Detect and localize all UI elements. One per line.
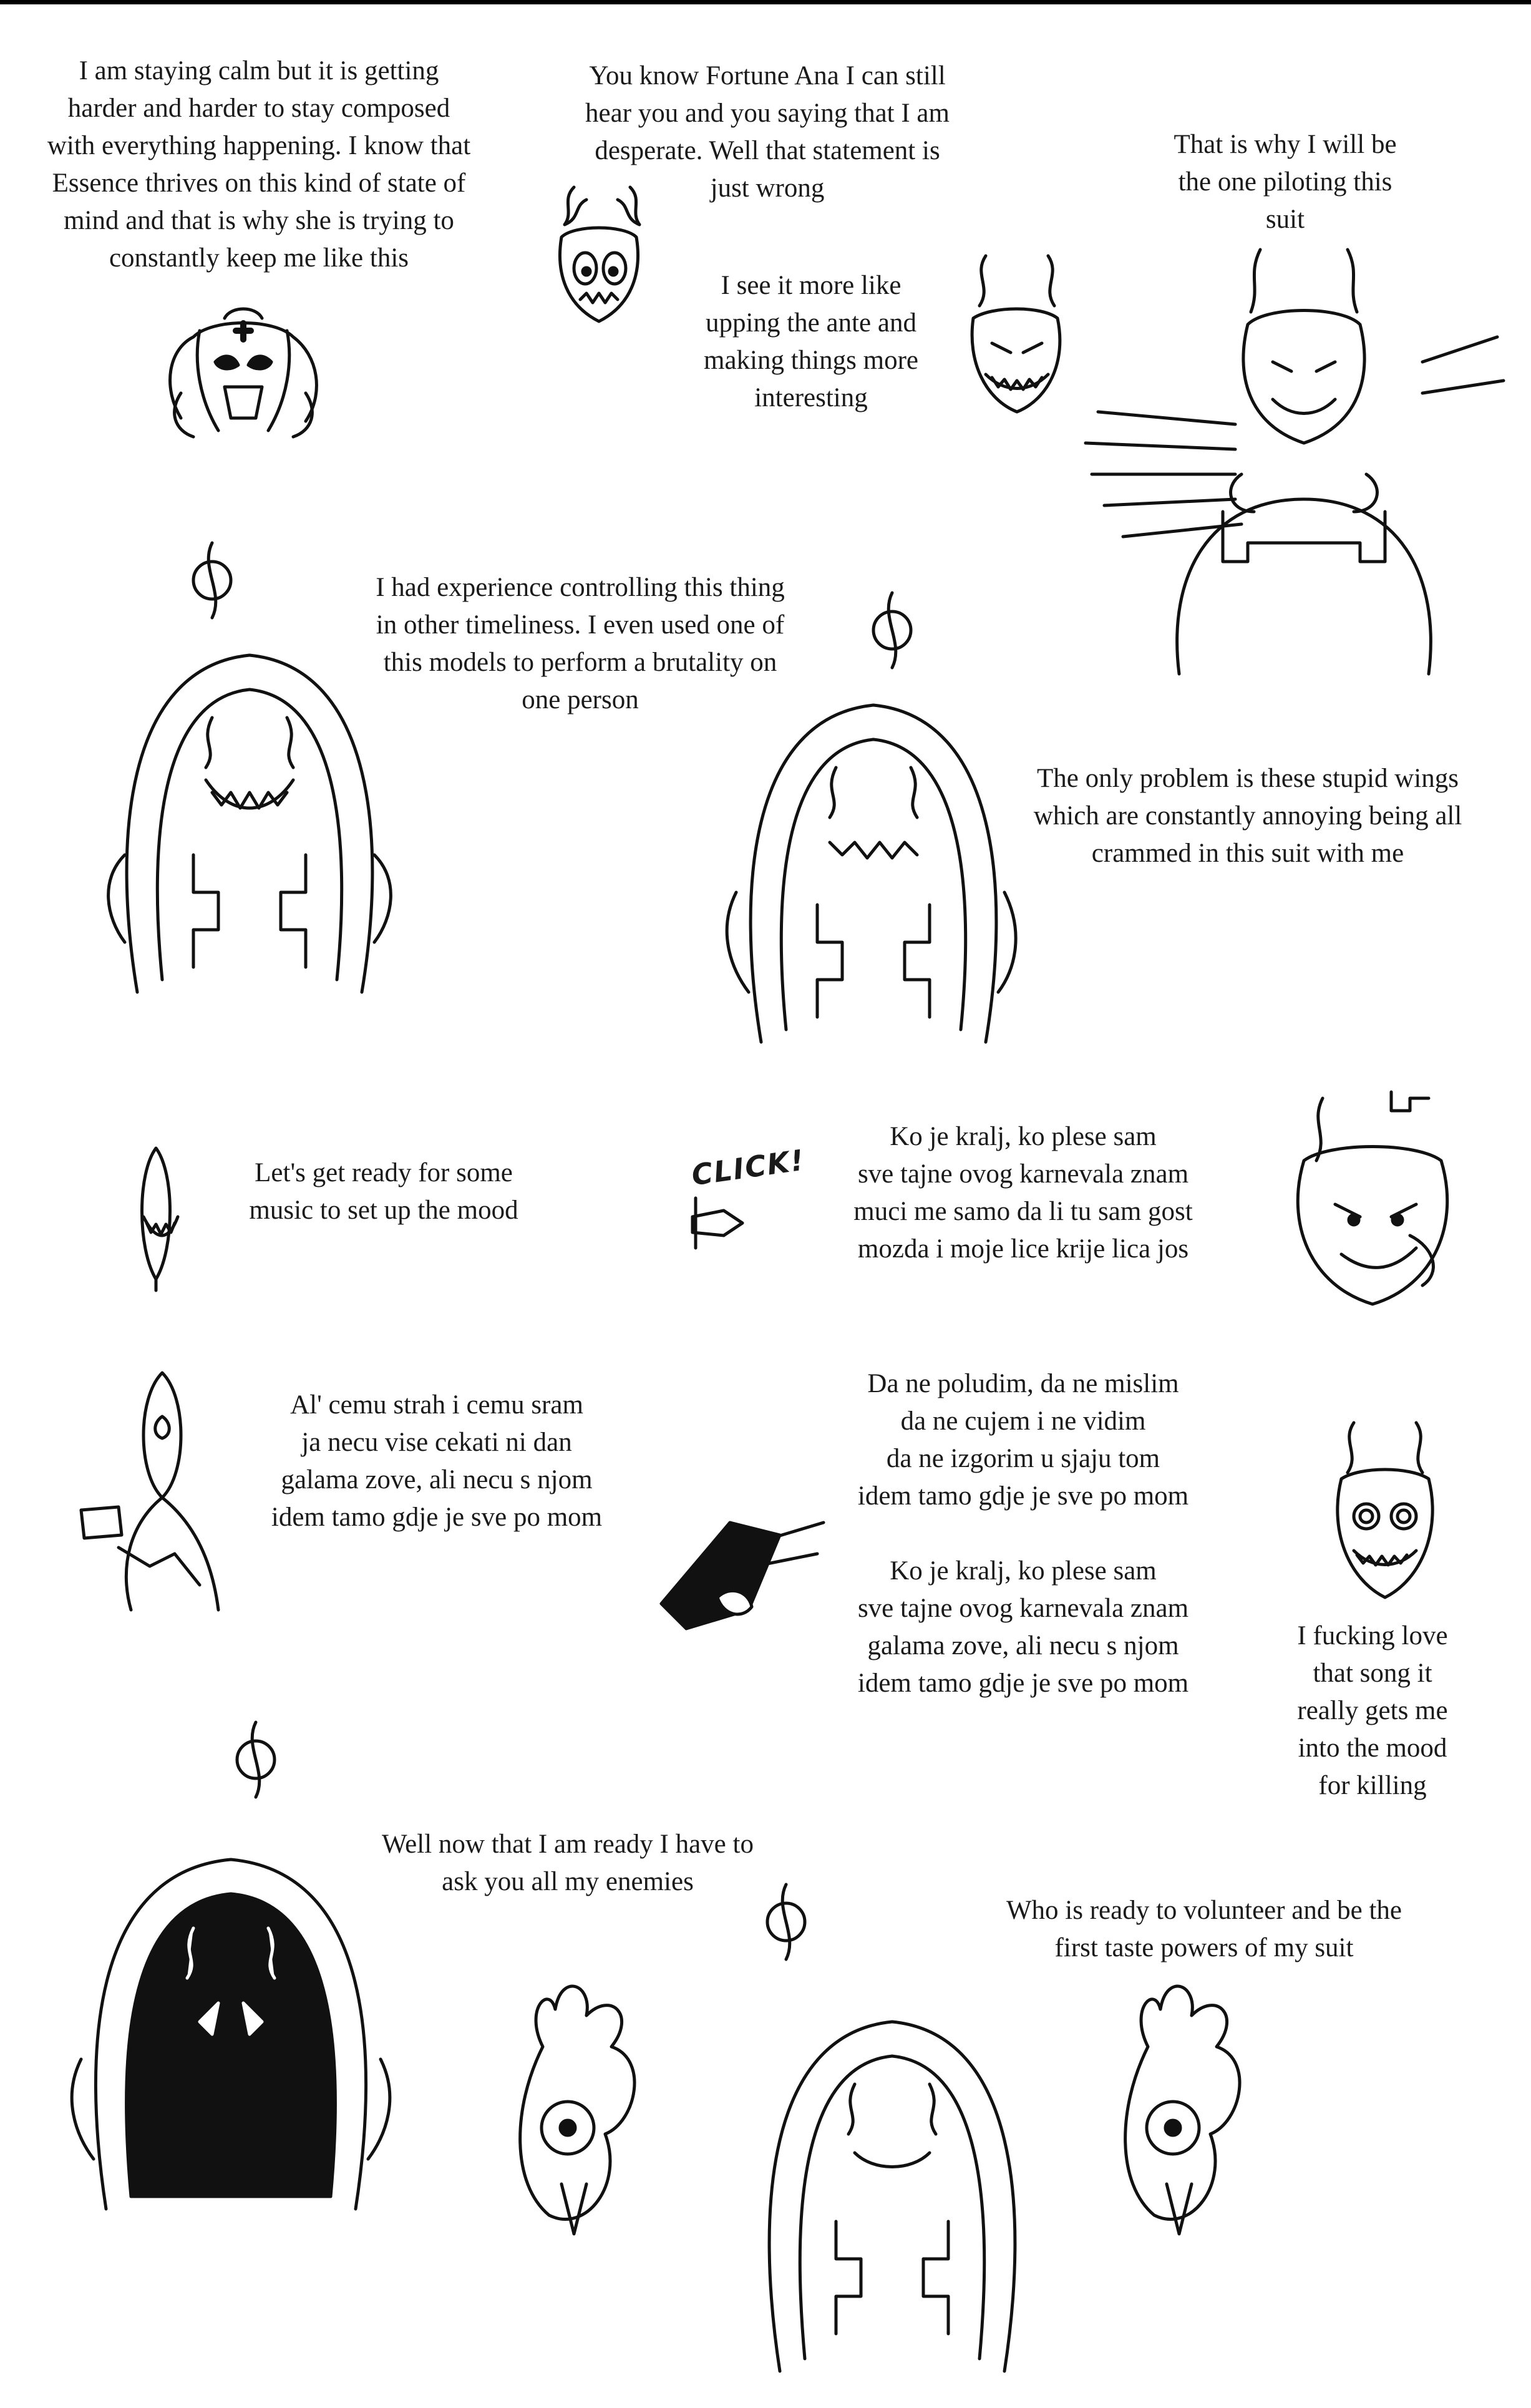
top-border <box>0 0 1531 4</box>
suit-with-flame-creatures-drawing <box>487 1860 1323 2384</box>
caption-volunteer: Who is ready to volunteer and be the first taste powers of my suit <box>1006 1896 1402 1962</box>
caption-get-ready-music: Let's get ready for some music to set up the mood <box>249 1158 518 1225</box>
caption-love-that-song: I fucking love that song it really gets me into the mood for killing <box>1297 1621 1448 1800</box>
click-sound-effect: CLICK! <box>689 1143 807 1192</box>
black-suit-drawing <box>56 1710 406 2221</box>
angry-character-drawing <box>1266 1086 1479 1323</box>
caption-staying-calm: I am staying calm but it is getting harder and harder to stay composed with everything happening. I know that Essence thrives on this kind of state of mind and that is why she is trying to constantly keep me like this <box>47 56 471 273</box>
horned-character-grinning-drawing <box>948 250 1079 418</box>
caption-experience-controlling: I had experience controlling this thing in other timeliness. I even used one of this models to perform a brutality on one person <box>376 573 785 714</box>
horned-character-worried-drawing <box>537 175 661 331</box>
caption-lyrics-verse-3: Al' cemu strah i cemu sram ja necu vise cekati ni dan galama zove, ali necu s njom idem tamo gdje je sve po mom <box>271 1390 603 1532</box>
caption-piloting-suit: That is why I will be the one piloting this suit <box>1174 130 1397 234</box>
suit-pilot-drawing-right <box>711 580 1036 1055</box>
caption-fortune-ana: You know Fortune Ana I can still hear you and you saying that I am desperate. Well that statement is just wrong <box>585 61 950 203</box>
character-holding-device-drawing <box>69 1360 243 1622</box>
caption-ready-enemies: Well now that I am ready I have to ask you all my enemies <box>382 1830 754 1896</box>
caption-lyrics-verse-2: Da ne poludim, da ne mislim da ne cujem i ne vidim da ne izgorim u sjaju tom idem tamo gdje je sve po mom <box>857 1369 1189 1511</box>
small-grinning-face-drawing <box>112 1136 200 1292</box>
black-claw-hand-drawing <box>649 1510 836 1635</box>
caption-lyrics-verse-4: Ko je kralj, ko plese sam sve tajne ovog karnevala znam galama zove, ali necu s njom idem tamo gdje je sve po mom <box>857 1556 1189 1698</box>
winged-character-in-suit-drawing <box>1073 237 1510 674</box>
spiral-eyed-character-drawing <box>1316 1416 1454 1604</box>
hand-clicking-drawing <box>686 1192 774 1254</box>
masked-character-drawing <box>156 293 331 443</box>
caption-upping-the-ante: I see it more like upping the ante and making things more interesting <box>704 271 918 412</box>
caption-lyrics-verse-1: Ko je kralj, ko plese sam sve tajne ovog karnevala znam muci me samo da li tu sam gost mozda i moje lice krije lica jos <box>853 1122 1193 1264</box>
suit-pilot-drawing-left <box>87 530 412 1005</box>
caption-stupid-wings: The only problem is these stupid wings which are constantly annoying being all crammed in this suit with me <box>1033 764 1462 868</box>
